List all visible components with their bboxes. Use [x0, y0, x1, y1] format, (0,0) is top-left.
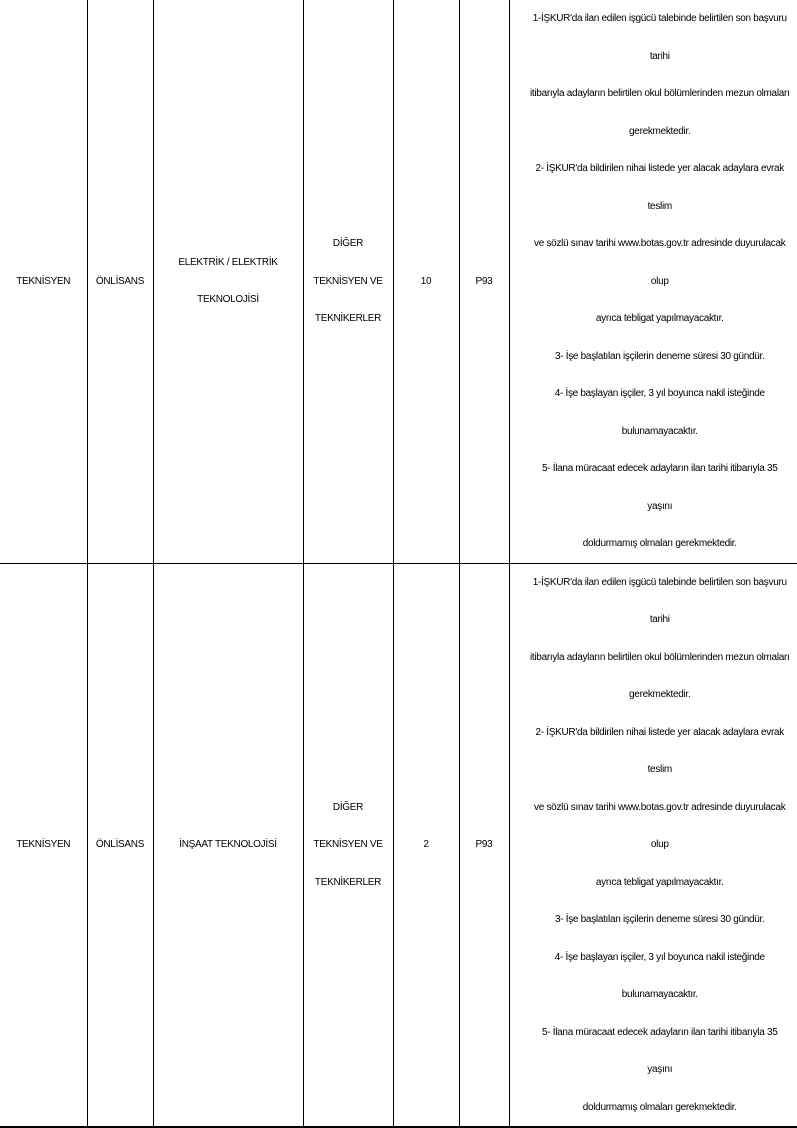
- department-line: ELEKTRİK / ELEKTRİK: [178, 256, 278, 268]
- note-line: 3- İşe başlatılan işçilerin deneme süresi 30 gündür.: [554, 914, 765, 925]
- count-text: 2: [423, 839, 429, 851]
- kpss-text: P93: [475, 839, 493, 851]
- count-cell: [393, 0, 459, 563]
- note-line: itibarıyla adayların belirtilen okul bölümlerinden mezun olmaları: [529, 88, 790, 99]
- note-line: doldurmamış olmaları gerekmektedir.: [582, 538, 737, 549]
- count-text: 10: [420, 275, 432, 287]
- job-group-line: DİĞER: [332, 801, 364, 813]
- job-group-line: TEKNİSYEN VE: [313, 839, 383, 850]
- education-text: ÖNLİSANS: [95, 275, 145, 287]
- job-group-line: DİĞER: [332, 238, 364, 249]
- job-group-cell: [303, 0, 393, 563]
- position-cell: [0, 0, 87, 563]
- note-line: ve sözlü sınav tarihi www.botas.gov.tr adresinde duyurulacak olup: [534, 238, 786, 287]
- job-group-line: TEKNİSYEN VE: [313, 275, 383, 287]
- notes-cell: [509, 0, 797, 563]
- note-line: doldurmamış olmaları gerekmektedir.: [582, 1101, 737, 1113]
- note-line: 1-İŞKUR'da ilan edilen işgücü talebinde belirtilen son başvuru tarihi: [532, 13, 787, 62]
- note-line: itibarıyla adayların belirtilen okul bölümlerinden mezun olmaları: [529, 651, 790, 663]
- department-cell: [153, 0, 303, 563]
- note-line: 5- İlana müracaat edecek adayların ilan tarihi itibarıyla 35 yaşını: [542, 1026, 778, 1075]
- department-cell: [153, 563, 303, 1127]
- job-group-cell: [303, 563, 393, 1127]
- department-line: TEKNOLOJİSİ: [197, 294, 259, 306]
- position-text: TEKNİSYEN: [16, 275, 71, 287]
- job-group-line: TEKNİKERLER: [314, 876, 382, 888]
- education-text: ÖNLİSANS: [95, 839, 145, 851]
- job-group-line: TEKNİKERLER: [314, 313, 382, 324]
- notes-cell: [509, 563, 797, 1127]
- note-line: 4- İşe başlayan işçiler, 3 yıl boyunca nakil isteğinde: [554, 951, 765, 963]
- note-line: ayrıca tebligat yapılmayacaktır.: [595, 876, 724, 888]
- note-line: 4- İşe başlayan işçiler, 3 yıl boyunca nakil isteğinde: [554, 388, 765, 399]
- kpss-cell: [459, 563, 509, 1127]
- department-line: İNŞAAT TEKNOLOJİSİ: [179, 839, 277, 851]
- table-row: [0, 563, 797, 1127]
- count-cell: [393, 563, 459, 1127]
- kpss-text: P93: [475, 275, 493, 287]
- note-line: 2- İŞKUR'da bildirilen nihai listede yer alacak adaylara evrak teslim: [535, 726, 784, 775]
- note-line: gerekmektedir.: [629, 125, 691, 137]
- note-line: 3- İşe başlatılan işçilerin deneme süresi 30 gündür.: [554, 350, 765, 362]
- position-cell: [0, 563, 87, 1127]
- note-line: 1-İŞKUR'da ilan edilen işgücü talebinde belirtilen son başvuru tarihi: [532, 576, 787, 625]
- note-line: 2- İŞKUR'da bildirilen nihai listede yer alacak adaylara evrak teslim: [535, 163, 784, 212]
- note-line: bulunamayacaktır.: [621, 989, 698, 1000]
- note-line: 5- İlana müracaat edecek adayların ilan tarihi itibarıyla 35 yaşını: [542, 463, 778, 512]
- education-cell: [87, 0, 153, 563]
- position-text: TEKNİSYEN: [16, 839, 71, 851]
- kpss-cell: [459, 0, 509, 563]
- note-line: gerekmektedir.: [629, 689, 691, 700]
- note-line: bulunamayacaktır.: [621, 425, 698, 437]
- note-line: ayrıca tebligat yapılmayacaktır.: [595, 313, 724, 324]
- table-row: [0, 0, 797, 563]
- education-cell: [87, 563, 153, 1127]
- note-line: ve sözlü sınav tarihi www.botas.gov.tr adresinde duyurulacak olup: [534, 801, 786, 850]
